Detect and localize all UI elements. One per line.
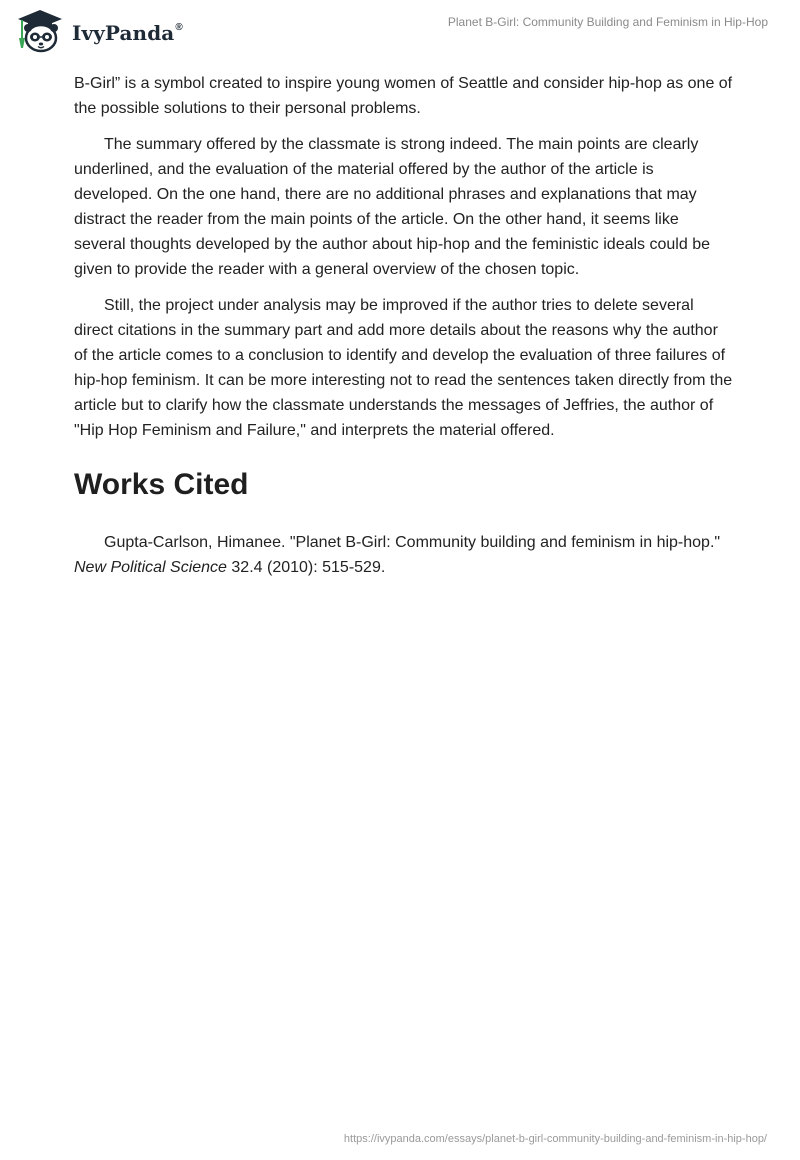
registered-mark: ® <box>175 22 183 33</box>
ivypanda-logo[interactable] <box>14 8 183 54</box>
works-cited-heading: Works Cited <box>74 468 249 501</box>
document-title: Planet B-Girl: Community Building and Feminism in Hip-Hop <box>447 15 768 29</box>
page-header <box>0 0 800 70</box>
paragraph-improvements: Still, the project under analysis may be improved if the author tries to delete several direct citations in the summary part and add more details about the reasons why the author of the article comes to a conclusion to identify and develop the evaluation of three failures of hip-hop feminism. It can be more interesting not to read the sentences taken directly from the article but to clarify how the classmate understands the messages of Jeffries, the author of "Hip Hop Feminism and Failure," and interprets the material offered. <box>74 297 733 439</box>
paragraph-continuation: B-Girl” is a symbol created to inspire young women of Seattle and consider hip-hop as one of the possible solutions to their personal problems. <box>74 75 733 117</box>
logo-wordmark: IvyPanda® <box>72 21 183 45</box>
citation-details: 32.4 (2010): 515-529. <box>226 559 386 576</box>
essay-body <box>74 71 734 580</box>
citation-author-title: Gupta-Carlson, Himanee. "Planet B-Girl: Community building and feminism in hip-hop." <box>104 534 721 551</box>
panda-graduate-icon <box>14 8 66 54</box>
citation-journal: New Political Science <box>74 559 227 576</box>
paragraph-summary-evaluation: The summary offered by the classmate is strong indeed. The main points are clearly underlined, and the evaluation of the material offered by the author of the article is developed. On the one hand, there are no additional phrases and explanations that may distract the reader from the main points of the article. On the other hand, it seems like several thoughts developed by the author about hip-hop and the feministic ideals could be given to provide the reader with a general overview of the chosen topic. <box>74 136 710 278</box>
source-url-link[interactable]: https://ivypanda.com/essays/planet-b-girl-community-building-and-feminism-in-hip-hop/ <box>343 1133 767 1145</box>
citation-entry <box>74 530 734 580</box>
